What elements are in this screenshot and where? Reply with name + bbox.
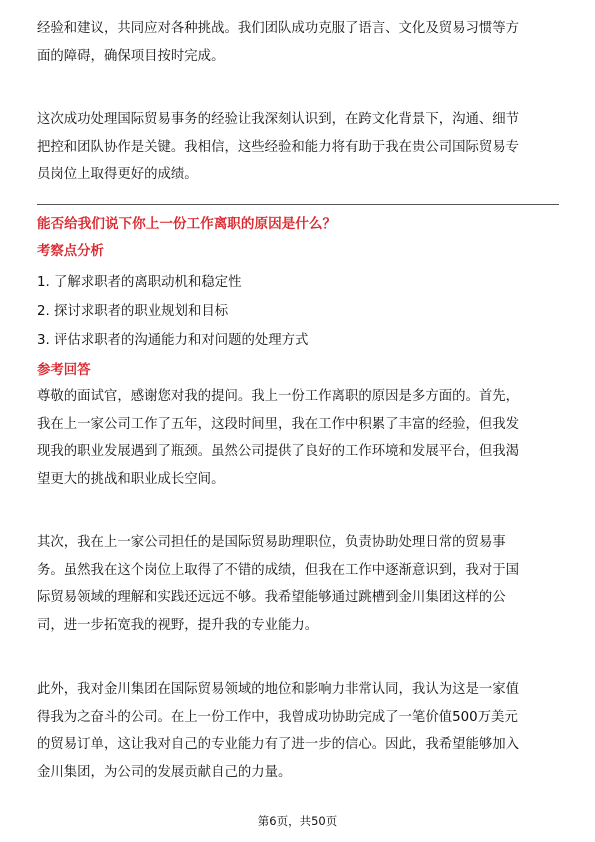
answer-title: 参考回答 <box>37 363 91 378</box>
answer-paragraph-3 <box>37 676 559 786</box>
text-line: 望更大的挑战和职业成长空间。 <box>37 471 225 487</box>
text-line: 金川集团，为公司的发展贡献自己的力量。 <box>37 764 292 780</box>
intro-paragraph-1 <box>37 15 559 70</box>
list-item: 1. 了解求职者的离职动机和稳定性 <box>37 275 242 290</box>
analysis-title: 考察点分析 <box>37 244 104 259</box>
page-number: 第6页，共50页 <box>257 814 338 828</box>
section-divider <box>37 204 559 205</box>
question-heading: 能否给我们说下你上一份工作离职的原因是什么？ <box>37 216 337 232</box>
text-line: 其次，我在上一家公司担任的是国际贸易助理职位，负责协助处理日常的贸易事 <box>37 535 506 550</box>
intro-paragraph-2 <box>37 106 559 189</box>
text-line: 得我为之奋斗的公司。在上一份工作中，我曾成功协助完成了一笔价值500万美元 <box>37 709 518 725</box>
analysis-list <box>37 268 308 355</box>
text-line: 面的障碍，确保项目按时完成。 <box>37 48 225 64</box>
answer-paragraph-1 <box>37 383 559 493</box>
text-line: 此外，我对金川集团在国际贸易领域的地位和影响力非常认同，我认为这是一家值 <box>37 682 520 697</box>
text-line: 经验和建议，共同应对各种挑战。我们团队成功克服了语言、文化及贸易习惯等方 <box>37 21 520 36</box>
text-line: 这次成功处理国际贸易事务的经验让我深刻认识到，在跨文化背景下，沟通、细节 <box>37 112 520 127</box>
text-line: 务。虽然我在这个岗位上取得了不错的成绩，但我在工作中逐渐意识到，我对于国 <box>37 562 520 578</box>
text-line: 尊敬的面试官，感谢您对我的提问。我上一份工作离职的原因是多方面的。首先， <box>37 389 520 404</box>
text-line: 我在上一家公司工作了五年，这段时间里，我在工作中积累了丰富的经验，但我发 <box>37 416 520 432</box>
text-line: 际贸易领域的理解和实践还远远不够。我希望能够通过跳槽到金川集团这样的公 <box>37 590 506 605</box>
answer-paragraph-2 <box>37 529 559 639</box>
text-line: 把控和团队协作是关键。我相信，这些经验和能力将有助于我在贵公司国际贸易专 <box>37 139 520 155</box>
text-line: 的贸易订单，这让我对自己的专业能力有了进一步的信心。因此，我希望能够加入 <box>37 737 520 752</box>
text-line: 现我的职业发展遇到了瓶颈。虽然公司提供了良好的工作环境和发展平台，但我渴 <box>37 444 520 459</box>
text-line: 员岗位上取得更好的成绩。 <box>37 167 198 182</box>
list-item: 3. 评估求职者的沟通能力和对问题的处理方式 <box>37 333 309 348</box>
text-line: 司，进一步拓宽我的视野，提升我的专业能力。 <box>37 617 319 633</box>
list-item: 2. 探讨求职者的职业规划和目标 <box>37 304 229 319</box>
